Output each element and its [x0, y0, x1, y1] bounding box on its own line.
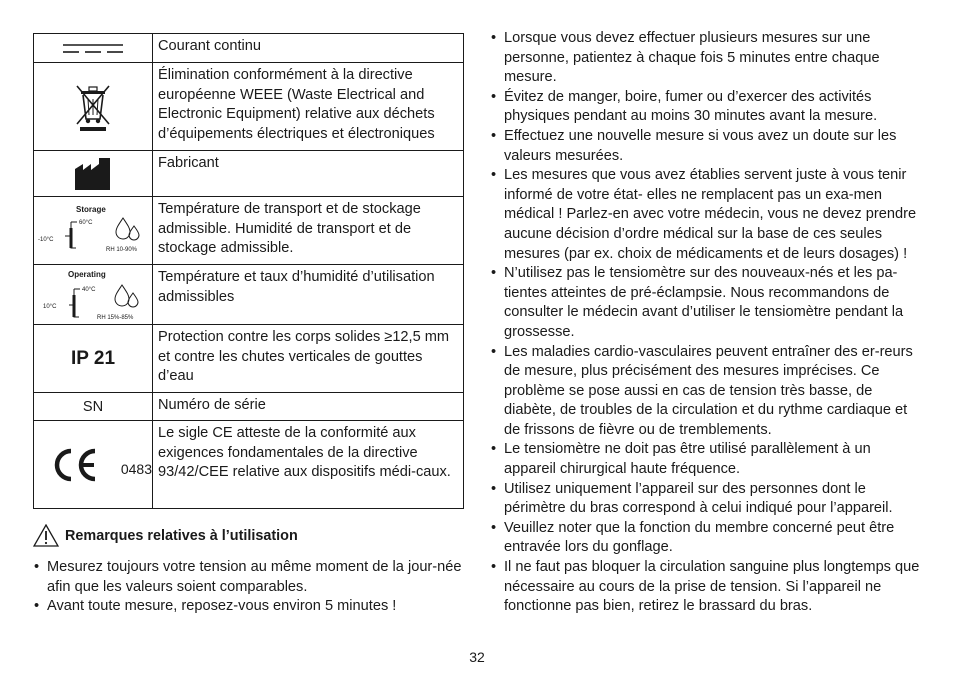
ip-rating-label: IP 21	[70, 347, 116, 369]
notes-list-left	[33, 558, 464, 617]
table-row	[34, 393, 464, 421]
list-item: • Les mesures que vous avez établies servent juste à vous tenir informé de votre état- elles ne remplacent pas un exa-men médical ! Parlez-en avec votre médecin, vous ne devez prendre aucune décision d’ordre médical sur la base de ces seules mesures (par ex. choix de médicaments et de leurs dosages) !	[490, 166, 922, 264]
list-item: • Les maladies cardio-vasculaires peuvent entraîner des er-reurs de mesure, plus précisément des mesures imprécises. Ce problème se pose aussi en cas de tension très basse, de diabète, de troubles de la circulation et du rythme cardiaque et de frissons de fièvre ou de tremblements.	[490, 343, 922, 441]
table-row	[34, 197, 464, 265]
symbol-description: Numéro de série	[153, 393, 464, 421]
symbol-description: Courant continu	[153, 34, 464, 63]
usage-notes-right	[490, 29, 922, 617]
warning-triangle-icon	[33, 524, 59, 547]
list-item: • Mesurez toujours votre tension au même moment de la jour-née afin que les valeurs soient comparables.	[33, 558, 464, 597]
symbol-description: Fabricant	[153, 151, 464, 197]
symbol-description: Élimination conformément à la directive européenne WEEE (Waste Electrical and Electronic Equipment) relative aux déchets d’équipements électriques et électroniques	[153, 63, 464, 151]
symbol-cell	[34, 197, 153, 265]
symbol-cell	[34, 393, 153, 421]
table-row	[34, 63, 464, 151]
list-item: • Le tensiomètre ne doit pas être utilisé parallèlement à un appareil chirurgical haute fréquence.	[490, 440, 922, 479]
temp-low-label: 10°C	[43, 303, 57, 310]
table-row	[34, 325, 464, 393]
notified-body-number: 0483	[120, 460, 152, 477]
humidity-drop-icon	[115, 285, 129, 306]
symbol-cell	[34, 325, 153, 393]
symbol-cell	[34, 265, 153, 325]
notes-heading-text: Remarques relatives à l’utilisation	[65, 527, 298, 544]
list-item: • Évitez de manger, boire, fumer ou d’exercer des activités physiques pendant au moins 30 minutes avant la mesure.	[490, 88, 922, 127]
humidity-drop-icon	[129, 226, 139, 240]
notes-heading	[33, 524, 464, 547]
temp-low-label: -10°C	[38, 236, 54, 243]
temp-high-label: 60°C	[79, 219, 93, 226]
symbols-table	[33, 33, 464, 509]
ce-mark-icon	[52, 448, 98, 482]
symbol-description: Température de transport et de stockage admissible. Humidité de transport et de stockage admissible.	[153, 197, 464, 265]
list-item: • Utilisez uniquement l’appareil sur des personnes dont le périmètre du bras correspond à celui indiqué pour l’appareil.	[490, 480, 922, 519]
table-row	[34, 421, 464, 509]
usage-notes-left	[33, 524, 464, 617]
humidity-label: RH 10-90%	[106, 246, 138, 253]
humidity-drop-icon	[116, 218, 130, 239]
notes-list-right	[490, 29, 922, 617]
symbol-description: Protection contre les corps solides ≥12,5 mm et contre les chutes verticales de gouttes d’eau	[153, 325, 464, 393]
operating-conditions-icon	[38, 267, 148, 323]
symbol-cell	[34, 151, 153, 197]
symbol-description: Le sigle CE atteste de la conformité aux exigences fondamentales de la directive 93/42/CEE relative aux dispositifs médi-caux.	[153, 421, 464, 509]
symbol-description: Température et taux d’humidité d’utilisation admissibles	[153, 265, 464, 325]
storage-label: Storage	[76, 204, 106, 214]
storage-conditions-icon	[38, 202, 148, 260]
manufacturer-icon	[74, 157, 112, 191]
list-item: • Il ne faut pas bloquer la circulation sanguine plus longtemps que nécessaire au cours de la prise de tension. Si l’appareil ne fonctionne pas bien, retirez le brassard du bras.	[490, 558, 922, 617]
table-row	[34, 34, 464, 63]
list-item: • Effectuez une nouvelle mesure si vous avez un doute sur les valeurs mesurées.	[490, 127, 922, 166]
symbol-cell	[34, 34, 153, 63]
humidity-label: RH 15%-85%	[97, 314, 134, 321]
humidity-drop-icon	[128, 293, 138, 307]
direct-current-icon	[63, 42, 123, 54]
symbol-cell	[34, 63, 153, 151]
serial-number-label: SN	[82, 398, 104, 415]
list-item: • Veuillez noter que la fonction du membre concerné peut être entravée lors du gonflage.	[490, 519, 922, 558]
operating-label: Operating	[68, 269, 106, 279]
temp-high-label: 40°C	[82, 286, 96, 293]
weee-bin-icon	[73, 82, 113, 132]
list-item: • Lorsque vous devez effectuer plusieurs mesures sur une personne, patientez à chaque fois 5 minutes entre chaque mesure.	[490, 29, 922, 88]
page-number: 32	[469, 649, 485, 665]
ce-mark	[34, 448, 152, 482]
list-item: • N’utilisez pas le tensiomètre sur des nouveaux-nés et les pa-tientes atteintes de pré-éclampsie. Nous recommandons de consulter le médecin avant d’utiliser le tensiomètre pendant la grossesse.	[490, 264, 922, 342]
table-row	[34, 151, 464, 197]
symbol-cell	[34, 421, 153, 509]
table-row	[34, 265, 464, 325]
list-item: • Avant toute mesure, reposez-vous environ 5 minutes !	[33, 597, 464, 617]
